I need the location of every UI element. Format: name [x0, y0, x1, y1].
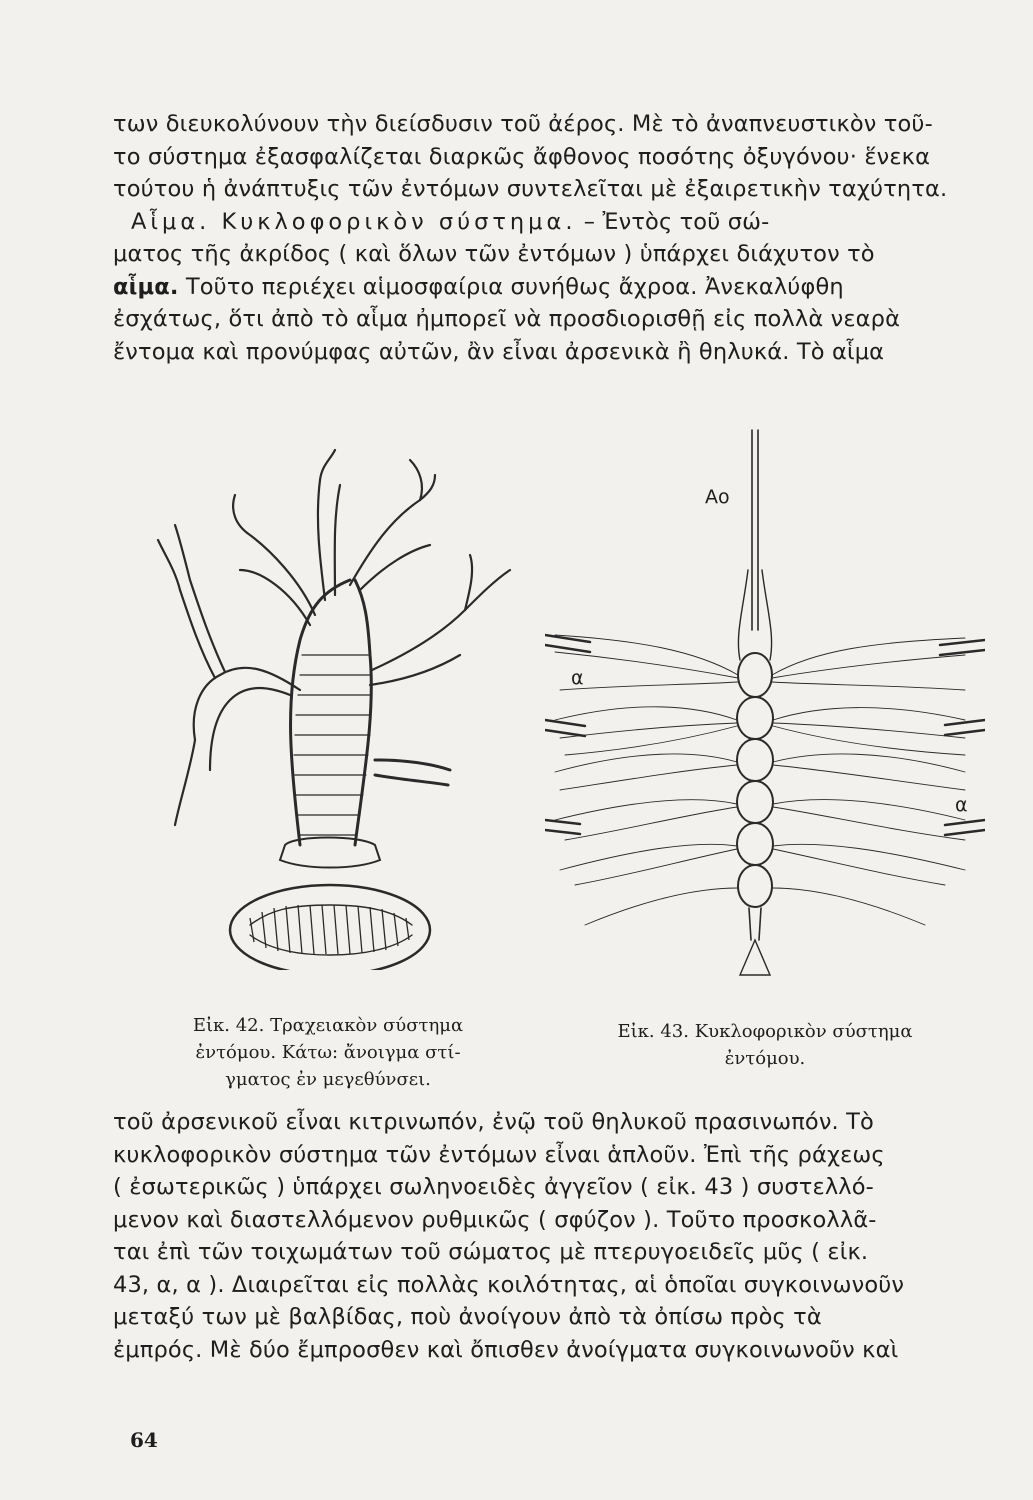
text-line: τούτου ἡ ἀνάπτυξις τῶν ἐντόμων συντελεῖται μὲ ἐξαιρετικὴν ταχύτητα. [113, 176, 948, 202]
caption-line: Εἰκ. 42. Τραχειακὸν σύστημα [192, 1015, 464, 1036]
text-line: κυκλοφορικὸν σύστημα τῶν ἐντόμων εἶναι ἁπλοῦν. Ἐπὶ τῆς ράχεως [113, 1141, 885, 1168]
text-line: ματος τῆς ἀκρίδος ( καὶ ὅλων τῶν ἐντόμων ) ὑπάρχει διάχυτον τὸ [113, 241, 875, 267]
line-continuation: Τοῦτο περιέχει αἱμοσφαίρια συνήθως ἄχροα. Ἀνεκαλύφθη [178, 273, 844, 300]
alary-muscle-label-left: α [571, 667, 584, 689]
bold-term: αἷμα. [113, 273, 179, 300]
page-number: 64 [130, 1428, 158, 1452]
figure-43-caption [585, 1018, 945, 1072]
caption-line: Εἰκ. 43. Κυκλοφορικὸν σύστημα [617, 1021, 913, 1042]
caption-line: γματος ἐν μεγεθύνσει. [225, 1069, 431, 1090]
text-line: μενον καὶ διαστελλόμενον ρυθμικῶς ( σφύζον ). Τοῦτο προσκολλᾶ- [113, 1206, 877, 1233]
section-heading: Αἷμα. Κυκλοφορικὸν σύστημα. [131, 208, 577, 235]
text-line: ἐμπρός. Μὲ δύο ἔμπροσθεν καὶ ὄπισθεν ἀνοίγματα συγκοινωνοῦν καὶ [113, 1336, 899, 1363]
text-line: ( ἐσωτερικῶς ) ὑπάρχει σωληνοειδὲς ἀγγεῖον ( εἰκ. 43 ) συστελλό- [113, 1174, 874, 1200]
text-line: ἐσχάτως, ὅτι ἀπὸ τὸ αἷμα ἠμπορεῖ νὰ προσδιορισθῇ εἰς πολλὰ νεαρὰ [113, 306, 901, 332]
text-line: 43, α, α ). Διαιρεῖται εἰς πολλὰς κοιλότητας, αἱ ὁποῖαι συγκοινωνοῦν [113, 1271, 905, 1298]
caption-line: ἐντόμου. Κάτω: ἄνοιγμα στί- [195, 1042, 461, 1063]
tracheal-system-illustration [150, 440, 570, 970]
aorta-label: Αο [705, 486, 730, 508]
figure-42-caption [178, 1012, 478, 1093]
text-line: το σύστημα ἐξασφαλίζεται διαρκῶς ἄφθονος ποσότης ὀξυγόνου· ἕνεκα [113, 143, 931, 170]
text-line: ἔντομα καὶ προνύμφας αὐτῶν, ἂν εἶναι ἀρσενικὰ ἢ θηλυκά. Τὸ αἷμα [113, 338, 885, 365]
text-line: των διευκολύνουν τὴν διείσδυσιν τοῦ ἀέρος. Μὲ τὸ ἀναπνευστικὸν τοῦ- [113, 111, 933, 137]
caption-line: ἐντόμου. [724, 1048, 806, 1069]
heading-continuation: – Ἐντὸς τοῦ σώ- [576, 208, 770, 235]
alary-muscle-label-right: α [955, 794, 968, 816]
text-line [113, 271, 979, 304]
text-line: τοῦ ἀρσενικοῦ εἶναι κιτρινωπόν, ἐνῷ τοῦ θηλυκοῦ πρασινωπόν. Τὸ [113, 1109, 874, 1135]
text-line [113, 206, 979, 239]
text-line: μεταξύ των μὲ βαλβίδας, ποὺ ἀνοίγουν ἀπὸ τὰ ὀπίσω πρὸς τὰ [113, 1304, 822, 1330]
text-line: ται ἐπὶ τῶν τοιχωμάτων τοῦ σώματος μὲ πτερυγοειδεῖς μῦς ( εἰκ. [113, 1239, 869, 1265]
circulatory-system-illustration [545, 420, 985, 1000]
top-paragraph [113, 108, 979, 368]
bottom-paragraph [113, 1106, 983, 1366]
